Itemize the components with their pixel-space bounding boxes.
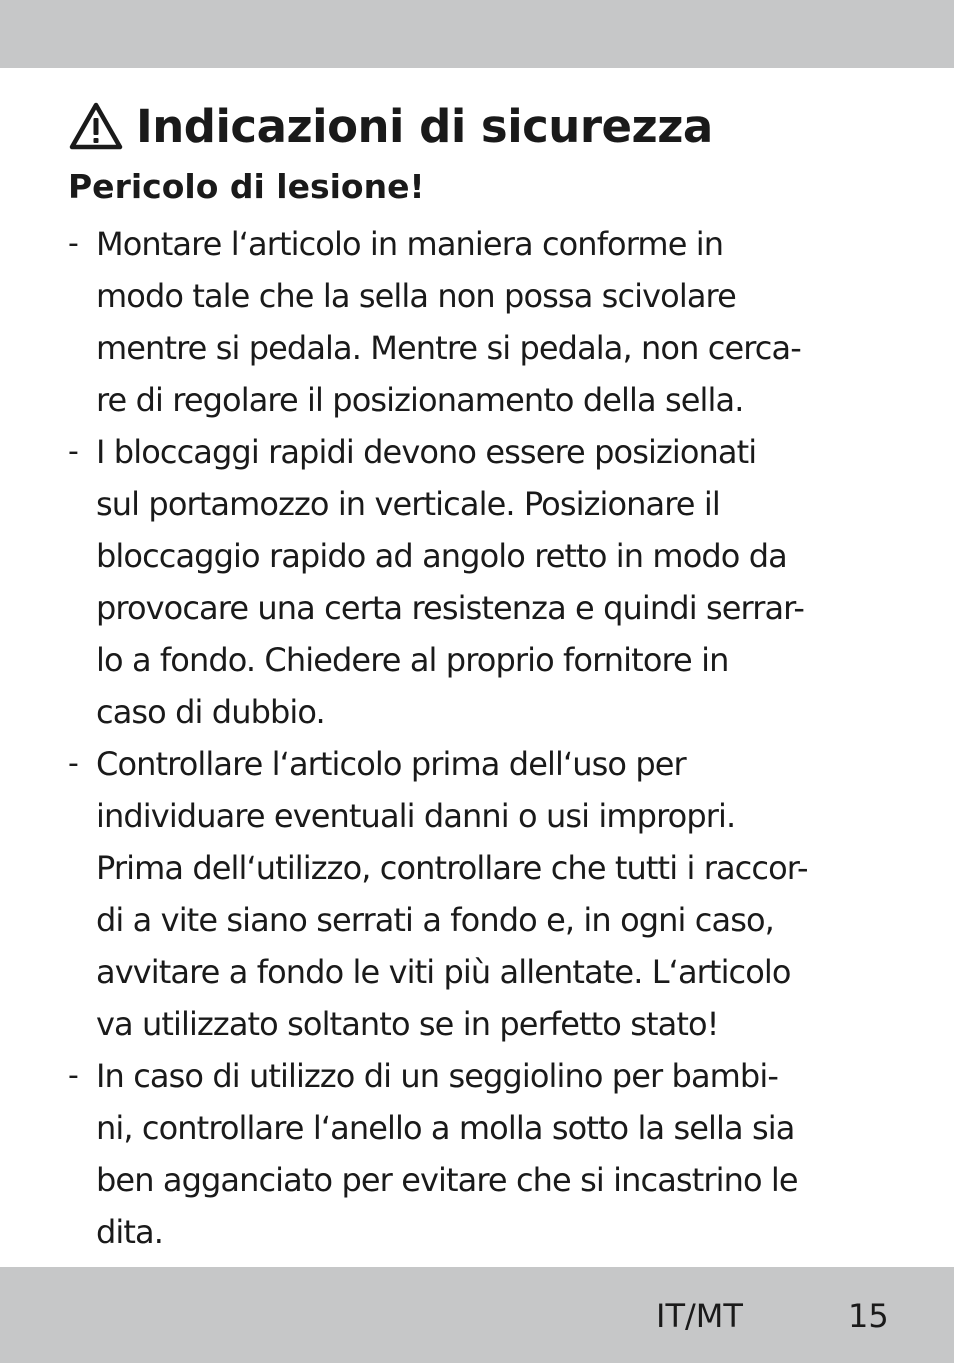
instruction-line: lo a fondo. Chiedere al proprio fornitore in bbox=[96, 641, 729, 679]
danger-subtitle: Pericolo di lesione! bbox=[68, 167, 425, 206]
instruction-line: sul portamozzo in verticale. Posizionare il bbox=[96, 485, 720, 523]
instruction-line: mentre si pedala. Mentre si pedala, non cerca- bbox=[96, 329, 801, 367]
instruction-line: Prima dell‘utilizzo, controllare che tutti i raccor- bbox=[96, 849, 808, 887]
warning-triangle-icon bbox=[68, 101, 124, 151]
bottom-band bbox=[0, 1267, 954, 1363]
safety-instructions-list bbox=[68, 218, 898, 1258]
instruction-line: ni, controllare l‘anello a molla sotto la sella sia bbox=[96, 1109, 795, 1147]
instruction-line: Montare l‘articolo in maniera conforme in bbox=[96, 225, 724, 263]
footer-page-number: 15 bbox=[848, 1297, 889, 1335]
page-title: Indicazioni di sicurezza bbox=[136, 99, 713, 153]
instruction-line: In caso di utilizzo di un seggiolino per bambi- bbox=[96, 1057, 778, 1095]
instruction-line: ben agganciato per evitare che si incastrino le bbox=[96, 1161, 798, 1199]
list-item bbox=[68, 218, 898, 426]
instruction-line: Controllare l‘articolo prima dell‘uso per bbox=[96, 745, 686, 783]
section-heading bbox=[68, 94, 713, 158]
bullet-dash: - bbox=[68, 746, 79, 781]
list-item bbox=[68, 738, 898, 1050]
instruction-line: avvitare a fondo le viti più allentate. L‘articolo bbox=[96, 953, 791, 991]
instruction-line: va utilizzato soltanto se in perfetto stato! bbox=[96, 1005, 719, 1043]
instruction-line: I bloccaggi rapidi devono essere posizionati bbox=[96, 433, 757, 471]
list-item bbox=[68, 426, 898, 738]
instruction-line: caso di dubbio. bbox=[96, 693, 325, 731]
bullet-dash: - bbox=[68, 434, 79, 469]
instruction-line: modo tale che la sella non possa scivolare bbox=[96, 277, 736, 315]
instruction-line: re di regolare il posizionamento della sella. bbox=[96, 381, 744, 419]
instruction-line: provocare una certa resistenza e quindi serrar- bbox=[96, 589, 805, 627]
instruction-line: di a vite siano serrati a fondo e, in ogni caso, bbox=[96, 901, 774, 939]
footer-language-code: IT/MT bbox=[656, 1297, 743, 1335]
instruction-line: individuare eventuali danni o usi impropri. bbox=[96, 797, 736, 835]
instruction-line: bloccaggio rapido ad angolo retto in modo da bbox=[96, 537, 787, 575]
bullet-dash: - bbox=[68, 226, 79, 261]
list-item bbox=[68, 1050, 898, 1258]
instruction-line: dita. bbox=[96, 1213, 164, 1251]
bullet-dash: - bbox=[68, 1058, 79, 1093]
top-band bbox=[0, 0, 954, 68]
